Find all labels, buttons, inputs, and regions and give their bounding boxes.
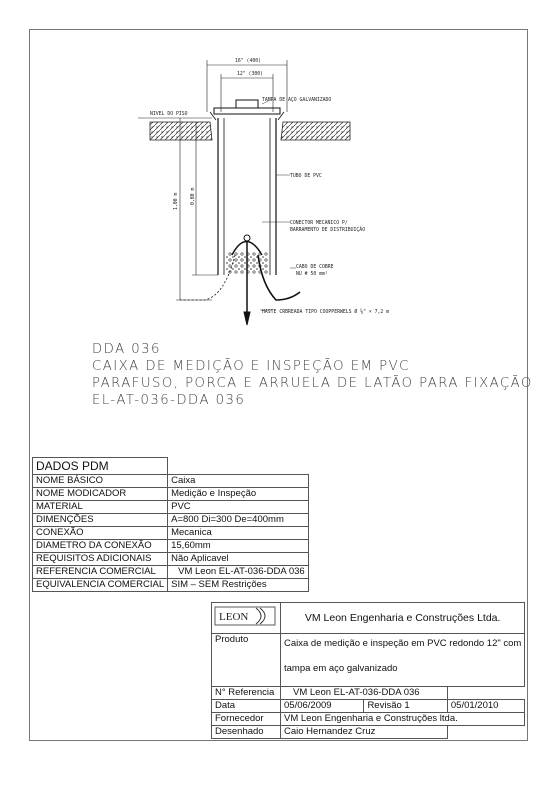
title-block-header [212, 603, 525, 634]
data-value: 05/06/2009 [281, 700, 364, 713]
row-value: Caixa [168, 475, 309, 488]
revisao-label: Revisão 1 [364, 700, 447, 713]
connector-label-1: CONECTOR MECANICO P/ [290, 221, 348, 226]
row-value: Não Aplicavel [168, 553, 309, 566]
desenhado-value: Caio Hernandez Cruz [281, 726, 448, 739]
row-label: MATERIAL [33, 501, 168, 514]
drawing-titles [92, 341, 542, 409]
desenhado-row [212, 726, 525, 739]
table-row [33, 566, 309, 579]
lid-label: TAMPA DE AÇO GALVANIZADO [262, 98, 332, 103]
pdm-table [32, 457, 309, 592]
desenhado-label: Desenhado [212, 726, 281, 739]
row-label: REQUISITOS ADICIONAIS [33, 553, 168, 566]
table-row [33, 475, 309, 488]
table-row [33, 501, 309, 514]
table-row [33, 488, 309, 501]
title-fixing: PARAFUSO, PORCA E ARRUELA DE LATÃO PARA FIXAÇÃO [92, 375, 533, 391]
title-block [211, 602, 525, 739]
connector [232, 235, 262, 325]
logo [212, 603, 281, 634]
svg-text:LEON: LEON [219, 611, 249, 623]
row-label: NOME BÁSICO [33, 475, 168, 488]
row-label: DIMENÇÕES [33, 514, 168, 527]
dim-total-label: 1,00 m [174, 192, 179, 210]
pipe-label: TUBO DE PVC [290, 174, 322, 179]
row-label: EQUIVALENCIA COMERCIAL [33, 579, 168, 592]
referencia-value: VM Leon EL-AT-036-DDA 036 [281, 687, 448, 700]
title-description: CAIXA DE MEDIÇÃO E INSPEÇÃO EM PVC [92, 358, 410, 374]
produto-value [281, 634, 525, 687]
produto-line-2: tampa em aço galvanizado [284, 663, 398, 674]
referencia-label: N° Referencia [212, 687, 281, 700]
row-value: A=800 Di=300 De=400mm [168, 514, 309, 527]
table-row [33, 527, 309, 540]
technical-drawing [0, 0, 558, 340]
cable-label-1: CABO DE COBRE [296, 265, 334, 270]
company-name: VM Leon Engenharia e Construções Ltda. [281, 603, 525, 634]
dim-inner-label: 12" (300) [237, 72, 263, 77]
connector-label-2: BARRAMENTO DE DISTRIBUIÇÃO [290, 228, 366, 233]
leon-logo-icon [214, 605, 276, 627]
table-row [33, 579, 309, 592]
row-value: Medição e Inspeção [168, 488, 309, 501]
pdm-header: DADOS PDM [33, 458, 168, 475]
fornecedor-label: Fornecedor [212, 713, 281, 726]
referencia-row [212, 687, 525, 700]
dim-outer-label: 16" (400) [235, 59, 261, 64]
row-label: NOME MODICADOR [33, 488, 168, 501]
table-row [33, 553, 309, 566]
row-value: SIM – SEM Restrições [168, 579, 309, 592]
revisao-date: 05/01/2010 [447, 700, 524, 713]
fornecedor-row [212, 713, 525, 726]
row-label: DIAMETRO DA CONEXÃO [33, 540, 168, 553]
row-value: VM Leon EL-AT-036-DDA 036 [168, 566, 309, 579]
row-label: REFERENCIA COMERCIAL [33, 566, 168, 579]
ground-level-label: NIVEL DO PISO [150, 112, 188, 117]
row-value: PVC [168, 501, 309, 514]
title-code: DDA 036 [92, 341, 161, 357]
data-row [212, 700, 525, 713]
row-value: 15,60mm [168, 540, 309, 553]
rod-label: HASTE CRBREADA TIPO COOPPERWELS Ø ⅝" × 7,2 m [262, 310, 390, 315]
pdm-header-row [33, 458, 309, 475]
title-reference: EL-AT-036-DDA 036 [92, 392, 246, 408]
dim-box-label: 0,80 m [191, 187, 196, 205]
data-label: Data [212, 700, 281, 713]
table-row [33, 540, 309, 553]
produto-row [212, 634, 525, 687]
produto-line-1: Caixa de medição e inspeção em PVC redondo 12" com [284, 638, 522, 649]
fornecedor-value: VM Leon Engenharia e Construções ltda. [281, 713, 525, 726]
produto-label: Produto [212, 634, 281, 687]
cable-label-2: NU # 50 mm² [296, 272, 328, 277]
row-value: Mecanica [168, 527, 309, 540]
row-label: CONEXÃO [33, 527, 168, 540]
table-row [33, 514, 309, 527]
